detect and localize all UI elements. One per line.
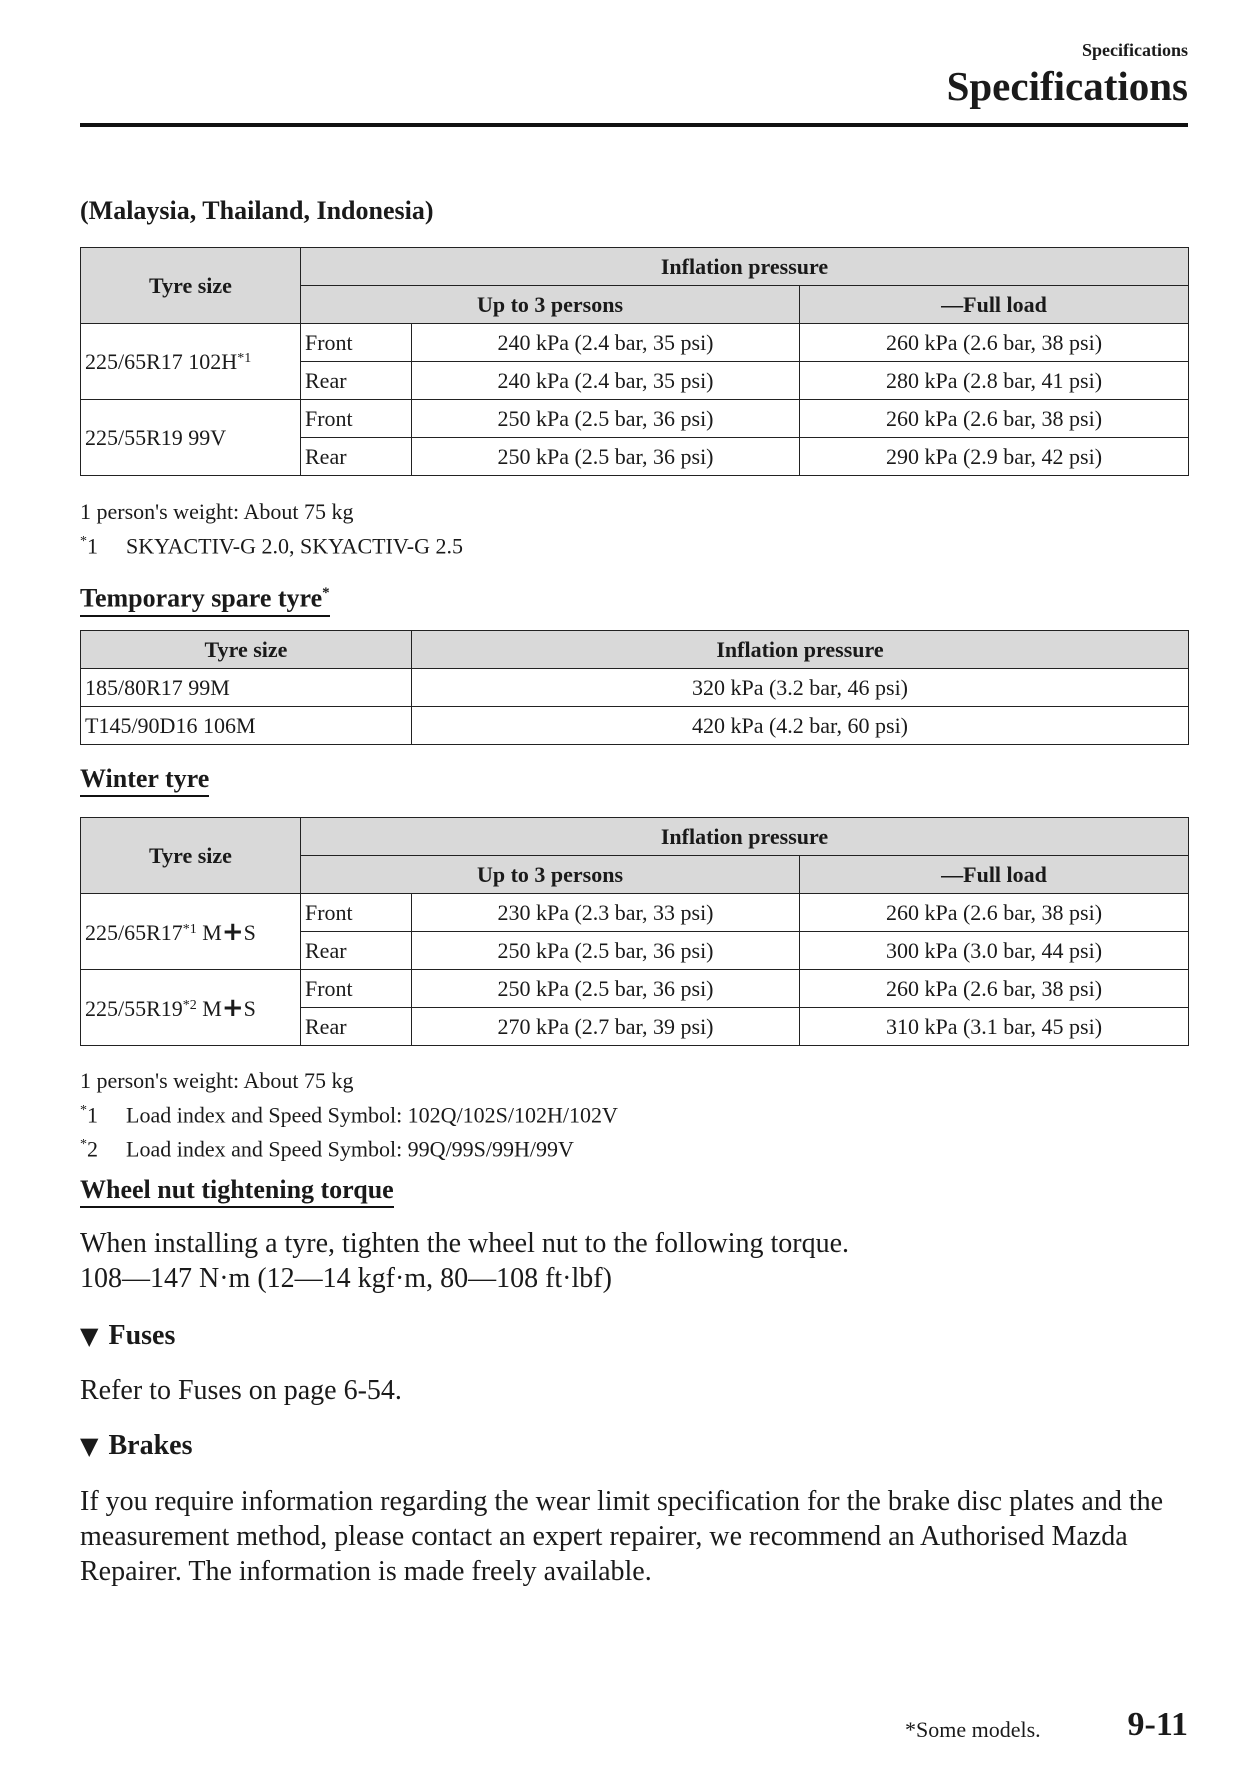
pressure-cell: 250 kPa (2.5 bar, 36 psi): [412, 970, 800, 1008]
brakes-text: If you require information regarding the wear limit specification for the brake disc plates and the measurement method, please contact an expert repairer, we recommend an Authorised Mazda Repairer. The information is made freely available.: [80, 1486, 1164, 1587]
table-row: [81, 669, 1189, 707]
col-inflation-pressure: Inflation pressure: [301, 818, 1189, 856]
pressure-cell: 300 kPa (3.0 bar, 44 psi): [800, 932, 1189, 970]
weight-note: 1 person's weight: About 75 kg: [80, 1068, 354, 1093]
position-cell: Front: [301, 894, 412, 932]
pressure-cell: 260 kPa (2.6 bar, 38 psi): [800, 894, 1189, 932]
position-cell: Rear: [301, 1008, 412, 1046]
position-cell: Rear: [301, 362, 412, 400]
tyre-pressure-table: [80, 247, 1189, 476]
footnote: *2 Load index and Speed Symbol: 99Q/99S/99H/99V: [80, 1136, 574, 1162]
footnote-ref: *1: [237, 350, 252, 366]
pressure-cell: 260 kPa (2.6 bar, 38 psi): [800, 970, 1189, 1008]
region-heading: (Malaysia, Thailand, Indonesia): [80, 196, 434, 225]
position-cell: Rear: [301, 438, 412, 476]
pressure-cell: 250 kPa (2.5 bar, 36 psi): [412, 438, 800, 476]
position-cell: Front: [301, 400, 412, 438]
col-inflation-pressure: Inflation pressure: [412, 631, 1189, 669]
col-tyre-size: Tyre size: [81, 818, 301, 894]
weight-note: 1 person's weight: About 75 kg: [80, 499, 354, 524]
col-tyre-size: Tyre size: [81, 631, 412, 669]
footnote: *1 SKYACTIV-G 2.0, SKYACTIV-G 2.5: [80, 533, 463, 559]
position-cell: Front: [301, 324, 412, 362]
torque-heading: Wheel nut tightening torque: [80, 1175, 394, 1208]
header-divider: [80, 123, 1188, 127]
col-full-load: —Full load: [800, 286, 1189, 324]
pressure-cell: 230 kPa (2.3 bar, 33 psi): [412, 894, 800, 932]
tyre-size-cell: 225/65R17 $102H^{*1}$: [81, 324, 301, 400]
pressure-cell: 270 kPa (2.7 bar, 39 psi): [412, 1008, 800, 1046]
tyre-size-cell: 225/55R19 99V: [81, 400, 301, 476]
pressure-cell: 240 kPa (2.4 bar, 35 psi): [412, 362, 800, 400]
winter-notes-block: [80, 1066, 618, 1165]
table-row: [81, 707, 1189, 745]
position-cell: Front: [301, 970, 412, 1008]
col-full-load: —Full load: [800, 856, 1189, 894]
pressure-cell: 310 kPa (3.1 bar, 45 psi): [800, 1008, 1189, 1046]
pressure-cell: 240 kPa (2.4 bar, 35 psi): [412, 324, 800, 362]
pressure-cell: 420 kPa (4.2 bar, 60 psi): [412, 707, 1189, 745]
footnote: *1 Load index and Speed Symbol: 102Q/102S/102H/102V: [80, 1102, 618, 1128]
triangle-down-icon: ▼: [80, 1432, 99, 1460]
pressure-cell: 260 kPa (2.6 bar, 38 psi): [800, 324, 1189, 362]
table-row: [81, 400, 1189, 438]
triangle-down-icon: ▼: [80, 1322, 99, 1350]
page-number: 9-11: [1127, 1706, 1188, 1743]
fuses-heading: ▼ Fuses: [80, 1320, 176, 1351]
notes-block: [80, 497, 463, 561]
pressure-cell: 290 kPa (2.9 bar, 42 psi): [800, 438, 1189, 476]
pressure-cell: 280 kPa (2.8 bar, 41 psi): [800, 362, 1189, 400]
section-label: Specifications: [1082, 40, 1188, 60]
pressure-cell: 320 kPa (3.2 bar, 46 psi): [412, 669, 1189, 707]
position-cell: Rear: [301, 932, 412, 970]
spare-tyre-table: [80, 630, 1189, 745]
pressure-cell: 260 kPa (2.6 bar, 38 psi): [800, 400, 1189, 438]
winter-tyre-table: [80, 817, 1189, 1046]
tyre-size-cell: 225/55R19$^{*2}$ M+S: [81, 970, 301, 1046]
tyre-size-cell: 225/65R17$^{*1}$ M+S: [81, 894, 301, 970]
table-row: [81, 970, 1189, 1008]
pressure-cell: 250 kPa (2.5 bar, 36 psi): [412, 932, 800, 970]
col-inflation-pressure: Inflation pressure: [301, 248, 1189, 286]
table-row: [81, 324, 1189, 362]
col-tyre-size: Tyre size: [81, 248, 301, 324]
section-title: Specifications: [946, 63, 1188, 109]
tyre-size-cell: T145/90D16 106M: [81, 707, 412, 745]
footer-note: *Some models.: [905, 1717, 1041, 1742]
col-up-to-3-persons: Up to 3 persons: [301, 286, 800, 324]
fuses-text: Refer to Fuses on page 6-54.: [80, 1375, 402, 1406]
pressure-cell: 250 kPa (2.5 bar, 36 psi): [412, 400, 800, 438]
table-row: [81, 894, 1189, 932]
col-up-to-3-persons: Up to 3 persons: [301, 856, 800, 894]
brakes-heading: ▼ Brakes: [80, 1430, 193, 1461]
torque-text: When installing a tyre, tighten the wheel nut to the following torque. 108—147 N·m (12—14 kgf·m, 80—108 ft·lbf): [80, 1228, 850, 1294]
tyre-size-cell: 185/80R17 99M: [81, 669, 412, 707]
spare-tyre-heading: Temporary spare tyre*: [80, 578, 330, 617]
winter-tyre-heading: Winter tyre: [80, 764, 209, 797]
